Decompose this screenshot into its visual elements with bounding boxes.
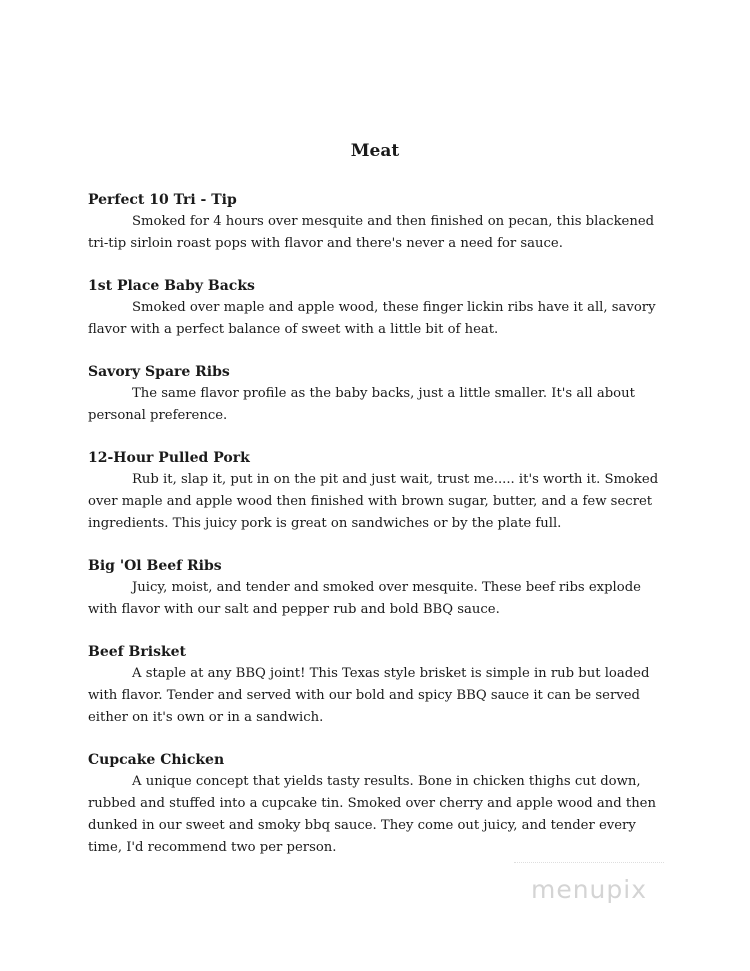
menu-item-description: Smoked over maple and apple wood, these finger lickin ribs have it all, savory flavor with a perfect balance of sweet with a little bit of heat.: [88, 300, 656, 337]
menu-item-description: Rub it, slap it, put in on the pit and just wait, trust me..... it's worth it. Smoked over maple and apple wood then finished with brown sugar, butter, and a few secret ingredients. This juicy pork is great on sandwiches or by the plate full.: [88, 472, 659, 531]
menu-item: [88, 447, 668, 535]
menu-item-name: 12-Hour Pulled Pork: [88, 450, 250, 466]
menu-item: [88, 749, 668, 859]
menu-item-description: Juicy, moist, and tender and smoked over mesquite. These beef ribs explode with flavor with our salt and pepper rub and bold BBQ sauce.: [88, 580, 641, 617]
menu-item: [88, 361, 668, 427]
menu-list: [88, 189, 668, 879]
page-title: Meat: [350, 141, 400, 161]
menu-item-name: Beef Brisket: [88, 644, 187, 660]
menu-item-description: Smoked for 4 hours over mesquite and then finished on pecan, this blackened tri-tip sirloin roast pops with flavor and there's never a need for sauce.: [88, 214, 655, 251]
menu-item-name: 1st Place Baby Backs: [88, 278, 255, 294]
menu-item-name: Perfect 10 Tri - Tip: [88, 192, 237, 208]
menu-item: [88, 189, 668, 255]
watermark-logo: menupix: [514, 866, 664, 914]
menu-item-description: A unique concept that yields tasty results. Bone in chicken thighs cut down, rubbed and stuffed into a cupcake tin. Smoked over cherry and apple wood and then dunked in our sweet and smoky bbq sauce. They come out juicy, and tender every time, I'd recommend two per person.: [88, 774, 656, 855]
menu-item-name: Cupcake Chicken: [88, 752, 225, 768]
menu-item: [88, 641, 668, 729]
menu-item: [88, 275, 668, 341]
menu-item-name: Savory Spare Ribs: [88, 364, 230, 380]
menu-item: [88, 555, 668, 621]
menu-item-description: A staple at any BBQ joint! This Texas style brisket is simple in rub but loaded with flavor. Tender and served with our bold and spicy BBQ sauce it can be served either on it's own or in a sandwich.: [88, 666, 650, 725]
menu-item-description: The same flavor profile as the baby backs, just a little smaller. It's all about personal preference.: [88, 386, 635, 423]
menu-item-name: Big 'Ol Beef Ribs: [88, 558, 222, 574]
